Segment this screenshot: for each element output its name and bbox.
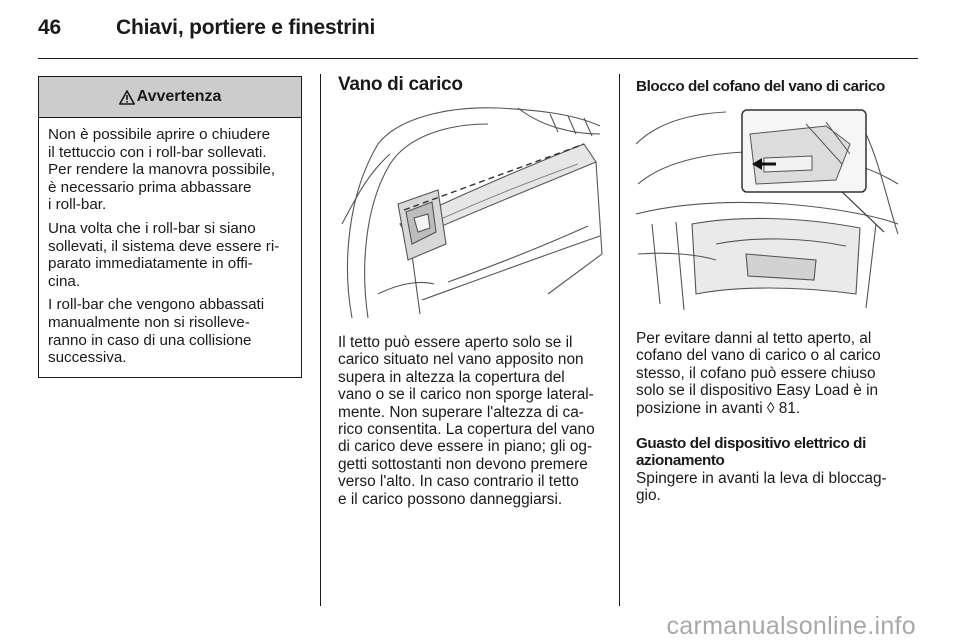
warning-triangle-icon	[119, 90, 135, 105]
cargo-paragraph: Il tetto può essere aperto solo se il carico situato nel vano apposito non supera in altezza la copertura del vano o se il carico non sporge lateral- mente. Non superare l'altezza di ca- rico consentita. La copertura del vano di carico deve essere in piano; gli og- getti sottostanti non devono premere verso l'alto. In caso contrario il tetto e il carico possono danneggiarsi.	[338, 334, 595, 508]
watermark: carmanualsonline.info	[666, 612, 916, 640]
page-number: 46	[38, 16, 61, 39]
section-title: Blocco del cofano del vano di carico	[636, 78, 885, 95]
boot-lid-lock-figure	[636, 104, 902, 314]
middle-column	[338, 76, 606, 93]
lock-paragraph: Per evitare danni al tetto aperto, al cofano del vano di carico o al carico stesso, il cofano può essere chiuso solo se il dispositivo Easy Load è in posizione in avanti ◊ 81.	[636, 330, 881, 417]
column-divider-left	[320, 74, 321, 606]
header-rule	[38, 58, 918, 59]
failure-subheading: Guasto del dispositivo elettrico di azionamento	[636, 435, 866, 470]
warning-title: Avvertenza	[136, 88, 222, 105]
column-divider-right	[619, 74, 620, 606]
warning-paragraph: Non è possibile aprire o chiudere il tettuccio con i roll-bar sollevati. Per rendere la manovra possibile, è necessario prima abbassare i roll-bar.	[48, 126, 276, 214]
cargo-compartment-figure	[338, 104, 604, 318]
section-title: Vano di carico	[338, 74, 463, 95]
middle-body	[338, 334, 608, 508]
warning-box	[38, 76, 302, 378]
right-body	[636, 330, 906, 505]
page-header	[38, 16, 375, 48]
warning-paragraph: Una volta che i roll-bar si siano sollevati, il sistema deve essere ri- parato immediatamente in offi- cina.	[48, 219, 280, 290]
failure-paragraph: Spingere in avanti la leva di bloccag- gio.	[636, 469, 887, 505]
warning-paragraph: I roll-bar che vengono abbassati manualmente non si risolleve- ranno in caso di una collisione successiva.	[48, 296, 265, 367]
right-column-title	[636, 78, 904, 95]
warning-body	[39, 118, 301, 377]
warning-header	[39, 77, 301, 118]
chapter-title: Chiavi, portiere e finestrini	[116, 16, 376, 39]
